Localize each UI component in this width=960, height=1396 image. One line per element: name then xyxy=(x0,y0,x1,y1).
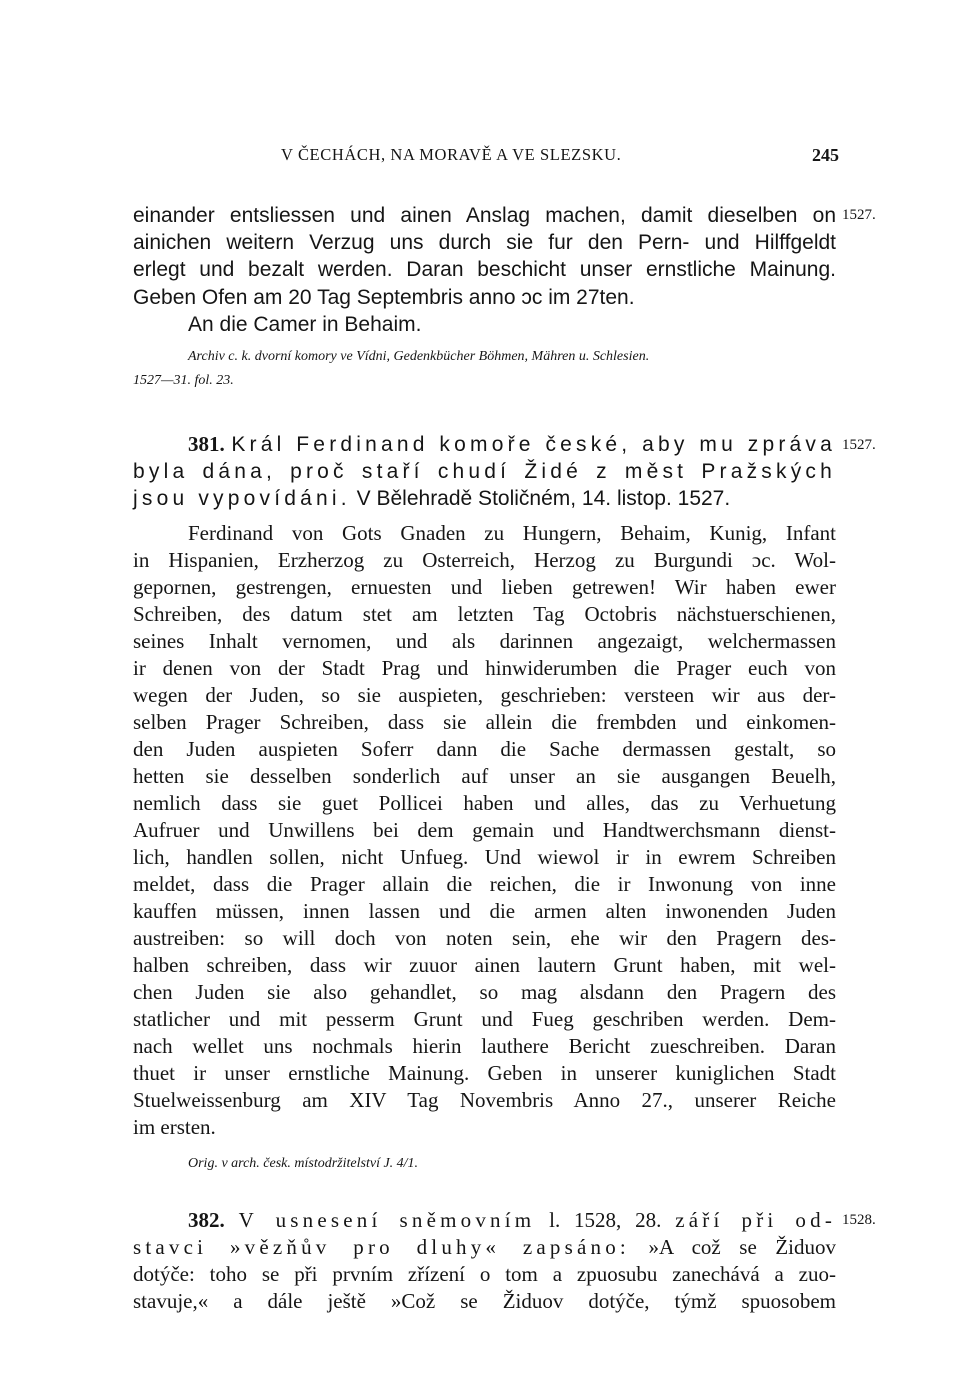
running-title: V ČECHÁCH, NA MORAVĚ A VE SLEZSKU. xyxy=(281,145,622,164)
heading-text: stavci »vězňův pro dluhy« zapsáno: xyxy=(133,1235,630,1259)
heading-text: jsou vypovídáni. xyxy=(133,487,351,510)
original-citation: Orig. v arch. česk. místodržitelství J. 4/1. xyxy=(188,1156,419,1171)
text-line: nach wellet uns nochmals hierin lauthere Bericht zueschreiben. Daran xyxy=(133,1034,836,1058)
doc-number: 381. xyxy=(188,432,225,456)
text-line: nemlich dass sie guet Pollicei haben und alles, das zu Verhuetung xyxy=(133,791,836,815)
text-line: chen Juden sie also gehandlet, so mag alsdann den Pragern des xyxy=(133,980,836,1004)
text-line: in Hispanien, Erzherzog zu Osterreich, Herzog zu Burgundi ɔc. Wol- xyxy=(133,548,836,572)
heading-text: V usnesení sněmovním xyxy=(238,1208,536,1232)
text-line: gepornen, gestrengen, ernuesten und lieben getrewen! Wir haben ewer xyxy=(133,575,836,599)
text-line: einander entsliessen und ainen Anslag machen, damit dieselben on xyxy=(133,204,836,227)
text-line: statlicher und mit pesserm Grunt und Fueg geschriben werden. Dem- xyxy=(133,1007,836,1031)
margin-year: 1527. xyxy=(842,207,876,223)
text-line: selben Prager Schreiben, dass sie allein die frembden und einkomen- xyxy=(133,710,836,734)
date-place: V Bělehradě Stoličném, 14. listop. 1527. xyxy=(356,487,731,510)
text-line: seines Inhalt vernomen, und als darinnen angezaigt, welchermassen xyxy=(133,629,836,653)
text-line: den Juden auspieten Soferr dann die Sache dermassen gestalt, so xyxy=(133,737,836,761)
doc-382-line2 xyxy=(133,1234,836,1261)
doc-number: 382. xyxy=(188,1208,225,1232)
text-line: austreiben: so will doch von noten sein, ehe wir den Pragern des- xyxy=(133,926,836,950)
doc-382-heading xyxy=(188,1207,836,1234)
doc-381-heading xyxy=(188,431,836,458)
text-line: Schreiben, des datum stet am letzten Tag Octobris nächstuerschienen, xyxy=(133,602,836,626)
text-line: erlegt und bezalt werden. Daran beschicht unser ernstliche Mainung. xyxy=(133,258,836,281)
heading-text: září při od- xyxy=(675,1208,837,1232)
text-line: halben schreiben, dass wir zuuor ainen lautern Grunt haben, mit wel- xyxy=(133,953,836,977)
doc-381-heading-line3 xyxy=(133,485,836,512)
text-line: ir denen von der Stadt Prag und hinwiderumben die Prager euch von xyxy=(133,656,836,680)
margin-year: 1527. xyxy=(842,437,876,453)
text-line: Geben Ofen am 20 Tag Septembris anno ɔc im 27ten. xyxy=(133,286,635,309)
text-line: dotýče: toho se při prvním zřízení o tom a zpuosubu zanechává a zuo- xyxy=(133,1262,836,1286)
address-line: An die Camer in Behaim. xyxy=(188,313,422,336)
text-line: meldet, dass die Prager allain die reichen, die ir Inwonung von inne xyxy=(133,872,836,896)
heading-text: byla dána, proč staří chudí Židé z měst Pražských xyxy=(133,460,836,483)
heading-text: Král Ferdinand komoře české, aby mu zpráva xyxy=(231,433,836,456)
text-line: ainichen weitern Verzug uns durch sie fur den Pern- und Hilffgeldt xyxy=(133,231,836,254)
quote-text: »A což se Židuov xyxy=(648,1235,836,1259)
text-line: kauffen müssen, innen lassen und die armen alten inwonenden Juden xyxy=(133,899,836,923)
text-line: Ferdinand von Gots Gnaden zu Hungern, Behaim, Kunig, Infant xyxy=(188,521,836,545)
text-line: Stuelweissenburg am XIV Tag Novembris Anno 27., unserer Reiche xyxy=(133,1088,836,1112)
text-line: stavuje,« a dále ještě »Což se Židuov dotýče, týmž spuosobem xyxy=(133,1289,836,1313)
page-number: 245 xyxy=(812,145,839,165)
archive-citation: Archiv c. k. dvorní komory ve Vídni, Gedenkbücher Böhmen, Mähren u. Schlesien. xyxy=(188,349,650,364)
text-line: hetten sie desselben sonderlich auf unser an sie ausgangen Beuelh, xyxy=(133,764,836,788)
text-line: wegen der Juden, so sie auspieten, geschrieben: versteen wir aus der- xyxy=(133,683,836,707)
text-line: Aufruer und Unwillens bei dem gemain und Handtwerchsmann dienst- xyxy=(133,818,836,842)
text-line: im ersten. xyxy=(133,1115,216,1139)
date-text: l. 1528, 28. xyxy=(549,1208,662,1232)
margin-year: 1528. xyxy=(842,1212,876,1228)
archive-citation-continued: 1527—31. fol. 23. xyxy=(133,373,234,388)
text-line: thuet ir unser ernstliche Mainung. Geben in unserer kuniglichen Stadt xyxy=(133,1061,836,1085)
text-line: lich, handlen sollen, nicht Unfueg. Und wiewol ir in ewrem Schreiben xyxy=(133,845,836,869)
